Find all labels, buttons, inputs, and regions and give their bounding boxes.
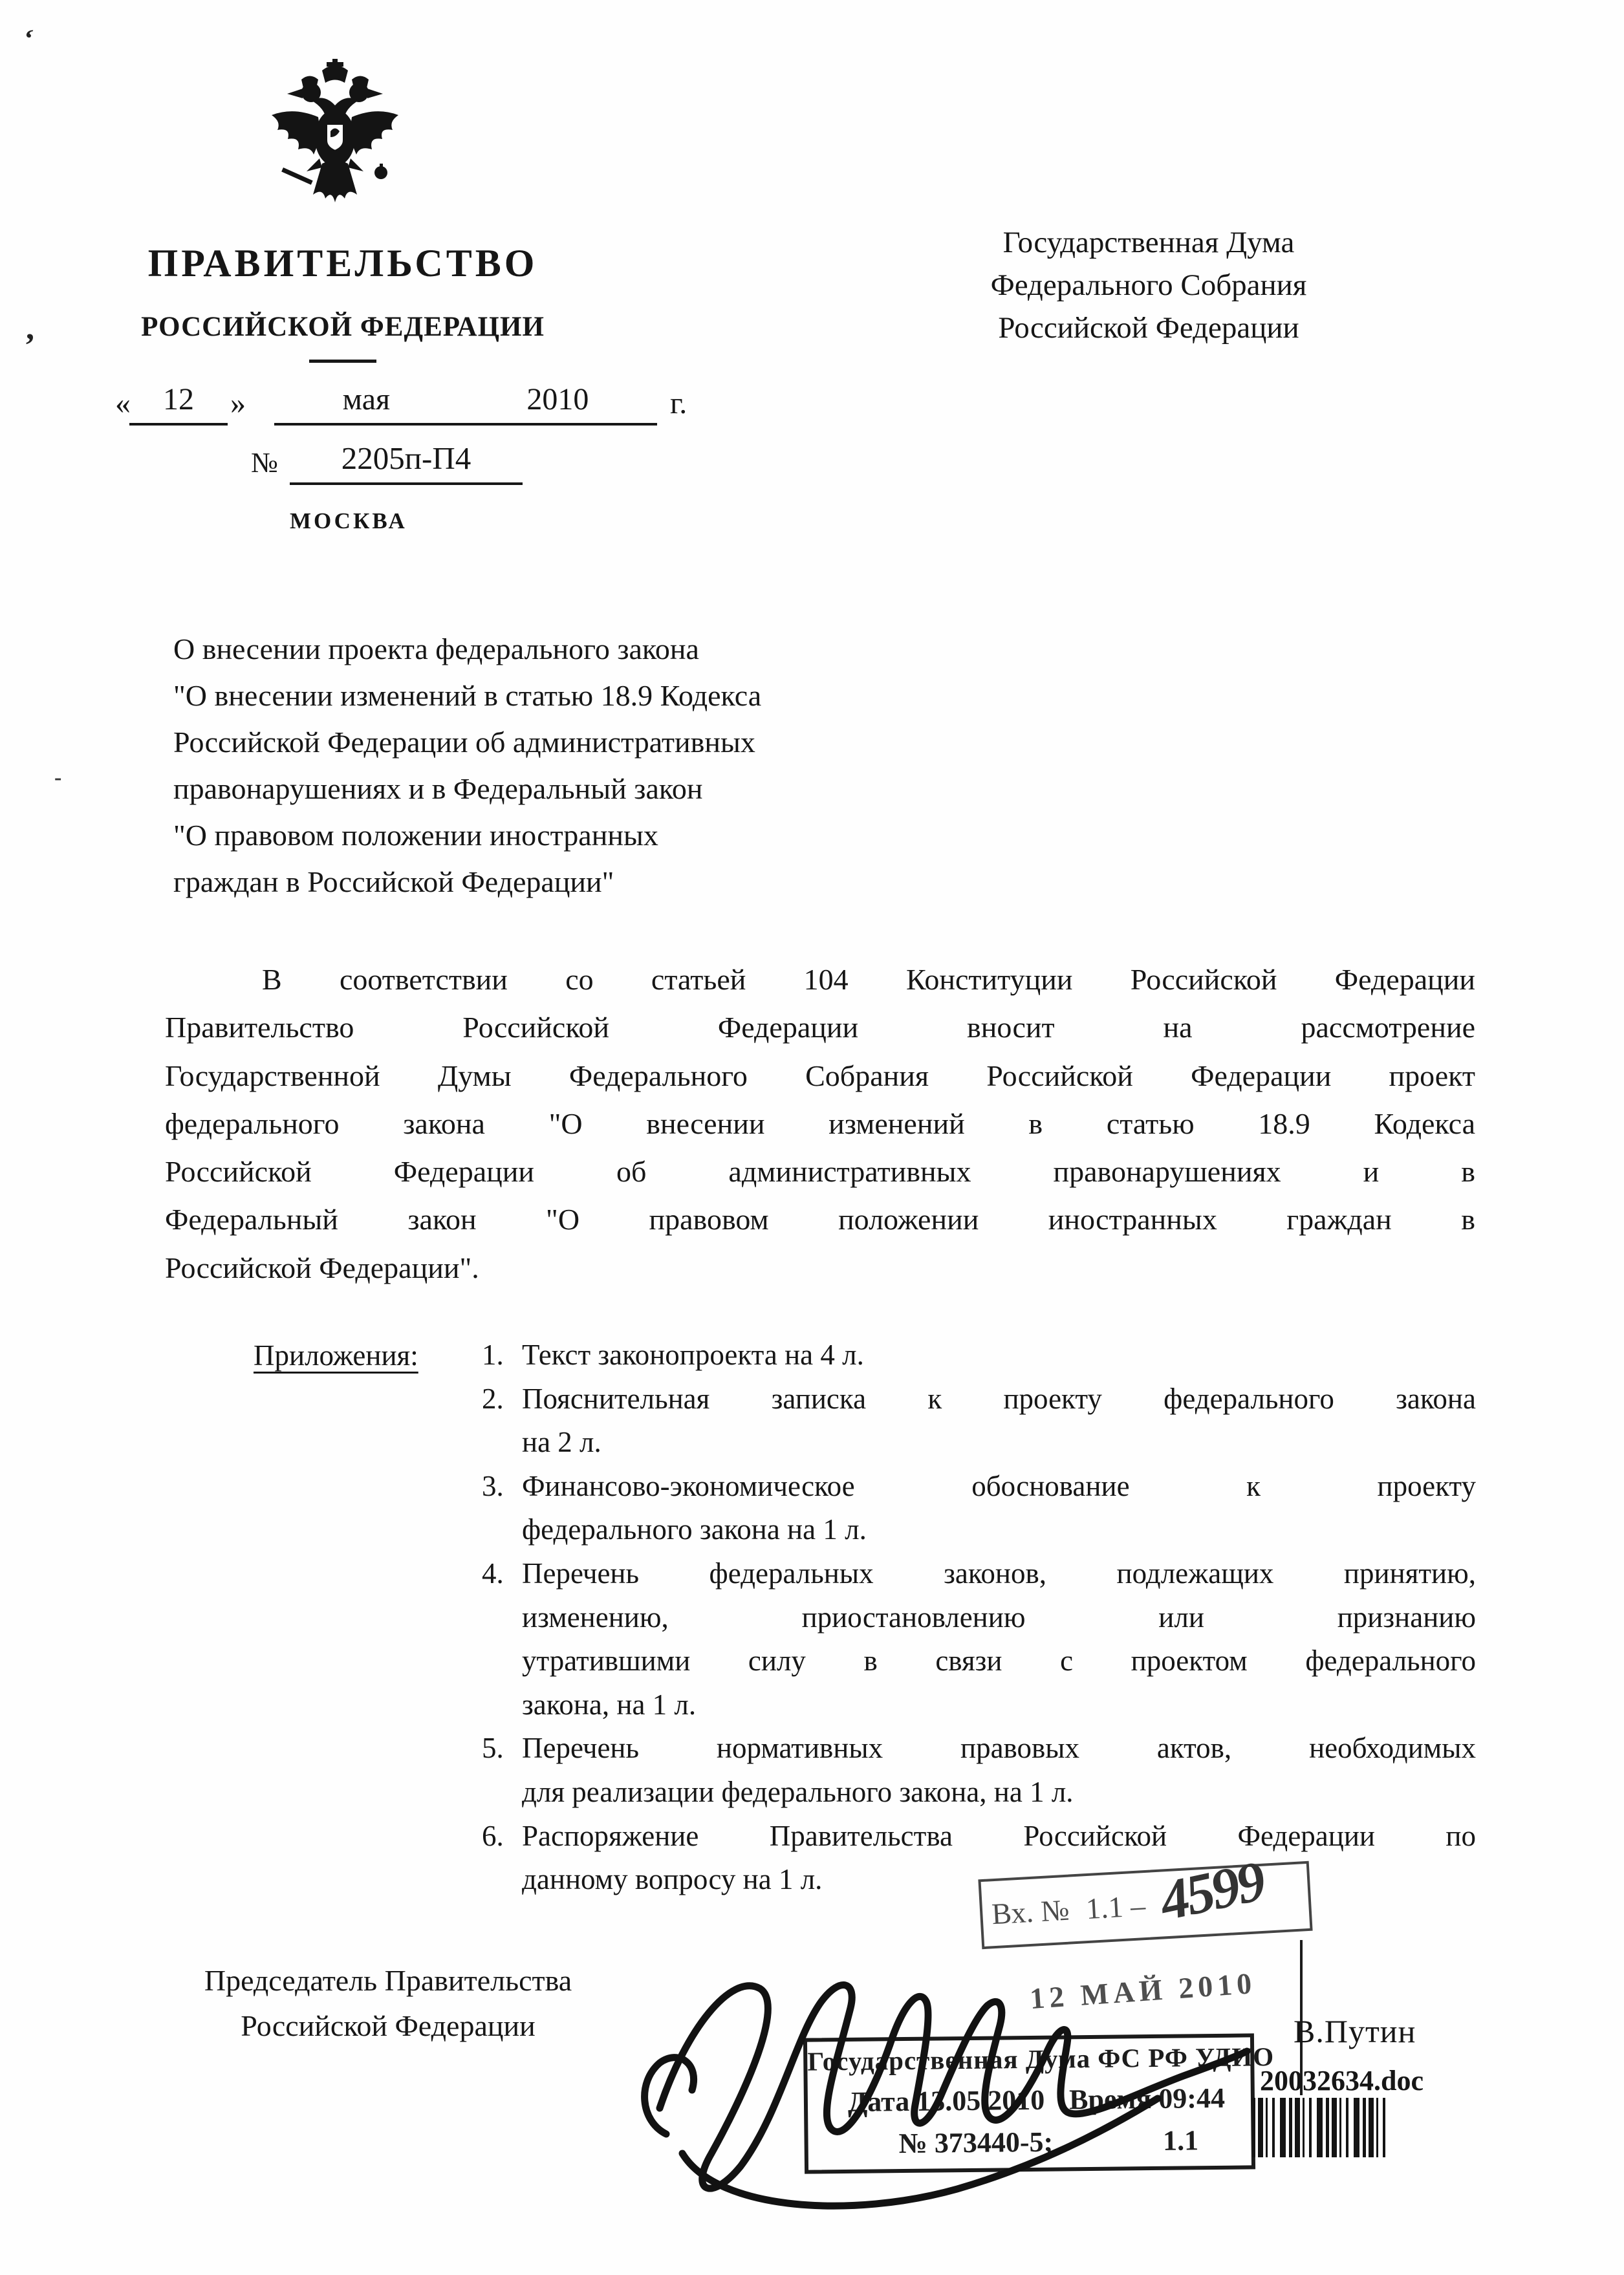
recipient-line: Российской Федерации bbox=[998, 311, 1299, 345]
attachment-item bbox=[482, 1377, 1476, 1465]
registration-code: 1.1 bbox=[1162, 2124, 1199, 2157]
attachment-item bbox=[482, 1552, 1476, 1727]
subject-line: О внесении проекта федерального закона bbox=[173, 632, 699, 665]
signer-title bbox=[133, 1958, 644, 2049]
attachment-number: 4. bbox=[482, 1557, 504, 1590]
handwritten-signature bbox=[621, 1940, 1275, 2218]
attachment-number: 2. bbox=[482, 1382, 504, 1415]
attachments-list bbox=[482, 1333, 1476, 1902]
scan-artifact-middle: , bbox=[26, 310, 34, 347]
attachment-line: изменению, приостановлению или признанию bbox=[522, 1601, 1476, 1633]
date-received-stamp: 12 МАЙ 2010 bbox=[1028, 1966, 1257, 2016]
attachment-line: Текст законопроекта на 4 л. bbox=[522, 1339, 864, 1371]
body-line: Федеральный закон "О правовом положении иностранных граждан в bbox=[165, 1203, 1475, 1236]
attachment-line: Пояснительная записка к проекту федерального закона bbox=[522, 1382, 1476, 1415]
letter-date-suffix: г. bbox=[670, 386, 687, 420]
attachment-item bbox=[482, 1465, 1476, 1552]
letter-body bbox=[165, 956, 1475, 1292]
subject-line: правонарушениях и в Федеральный закон bbox=[173, 772, 703, 805]
attachment-line: Перечень нормативных правовых актов, необходимых bbox=[522, 1732, 1476, 1765]
recipient-line: Федерального Собрания bbox=[990, 268, 1307, 302]
registration-number: № 373440-5; bbox=[898, 2126, 1054, 2160]
body-line: В соответствии со статьей 104 Конституции Российской Федерации bbox=[262, 963, 1475, 996]
letter-date-year: 2010 bbox=[526, 382, 589, 416]
registration-date: Дата 13.05.2010 bbox=[847, 2084, 1045, 2118]
recipient-address bbox=[931, 221, 1366, 349]
signer-title-line: Председатель Правительства bbox=[204, 1964, 572, 1997]
incoming-stamp-index: 1.1 – bbox=[1085, 1888, 1147, 1925]
attachment-line: на 2 л. bbox=[522, 1426, 601, 1459]
body-line: Российской Федерации". bbox=[165, 1251, 479, 1284]
body-line: Российской Федерации об административных правонарушениях и в bbox=[165, 1155, 1475, 1189]
letter-city: МОСКВА bbox=[290, 508, 407, 534]
sender-org-name: ПРАВИТЕЛЬСТВО bbox=[147, 242, 538, 285]
sender-org-country: РОССИЙСКОЙ ФЕДЕРАЦИИ bbox=[141, 312, 545, 342]
document-file-label: 20032634.doc bbox=[1260, 2065, 1424, 2097]
incoming-stamp-label: Вх. № bbox=[990, 1893, 1070, 1930]
subject-line: граждан в Российской Федерации" bbox=[173, 865, 614, 898]
registration-stamp-org: Государственная Дума ФС РФ УДИО bbox=[807, 2042, 1275, 2076]
signer-name: В.Путин bbox=[1294, 2013, 1416, 2049]
scan-artifact-margin-dash: - bbox=[54, 766, 62, 790]
letter-number: 2205п-П4 bbox=[290, 440, 523, 485]
subject-line: "О правовом положении иностранных bbox=[173, 819, 658, 852]
attachment-line: Распоряжение Правительства Российской Федерации по bbox=[522, 1819, 1476, 1852]
barcode bbox=[1252, 2098, 1389, 2157]
subject-line: "О внесении изменений в статью 18.9 Кодекса bbox=[173, 679, 762, 712]
attachment-item bbox=[482, 1333, 1476, 1377]
recipient-line: Государственная Дума bbox=[1002, 226, 1295, 259]
body-line: федерального закона "О внесении изменений в статью 18.9 Кодекса bbox=[165, 1106, 1475, 1140]
signer-title-line: Российской Федерации bbox=[241, 2009, 536, 2042]
letter-date-month: мая bbox=[342, 382, 391, 416]
attachment-line: Финансово-экономическое обоснование к проекту bbox=[522, 1469, 1476, 1502]
incoming-stamp-number-handwritten: 4599 bbox=[1154, 1849, 1269, 1933]
registration-time: Время 09:44 bbox=[1068, 2082, 1226, 2116]
attachments-label: Приложения: bbox=[254, 1339, 418, 1372]
letter-date-day: 12 bbox=[129, 382, 228, 426]
coat-of-arms-icon bbox=[264, 58, 406, 215]
attachment-line: федерального закона на 1 л. bbox=[522, 1513, 867, 1546]
letter-date-month-year bbox=[274, 382, 657, 426]
attachment-line: закона, на 1 л. bbox=[522, 1688, 697, 1721]
letter-subject bbox=[173, 626, 982, 905]
body-line: Правительство Российской Федерации вносит на рассмотрение bbox=[165, 1011, 1475, 1044]
attachment-item bbox=[482, 1727, 1476, 1814]
attachment-number: 6. bbox=[482, 1819, 504, 1852]
attachment-line: данному вопросу на 1 л. bbox=[522, 1863, 823, 1896]
attachment-number: 1. bbox=[482, 1339, 504, 1371]
attachment-number: 5. bbox=[482, 1732, 504, 1765]
number-sign: № bbox=[251, 447, 278, 479]
sender-letterhead bbox=[97, 241, 589, 345]
attachment-number: 3. bbox=[482, 1469, 504, 1502]
body-line: Государственной Думы Федерального Собрания Российской Федерации проект bbox=[165, 1059, 1475, 1092]
letter-date-row bbox=[0, 382, 776, 426]
quote-close: » bbox=[230, 386, 246, 420]
attachment-line: для реализации федерального закона, на 1 л. bbox=[522, 1775, 1074, 1808]
letterhead-rule bbox=[309, 360, 376, 363]
scan-artifact-top: ‘ bbox=[19, 23, 36, 55]
attachment-line: утратившими силу в связи с проектом федерального bbox=[522, 1644, 1476, 1677]
attachment-line: Перечень федеральных законов, подлежащих принятию, bbox=[522, 1557, 1476, 1590]
quote-open: « bbox=[115, 386, 131, 420]
subject-line: Российской Федерации об административных bbox=[173, 726, 755, 759]
